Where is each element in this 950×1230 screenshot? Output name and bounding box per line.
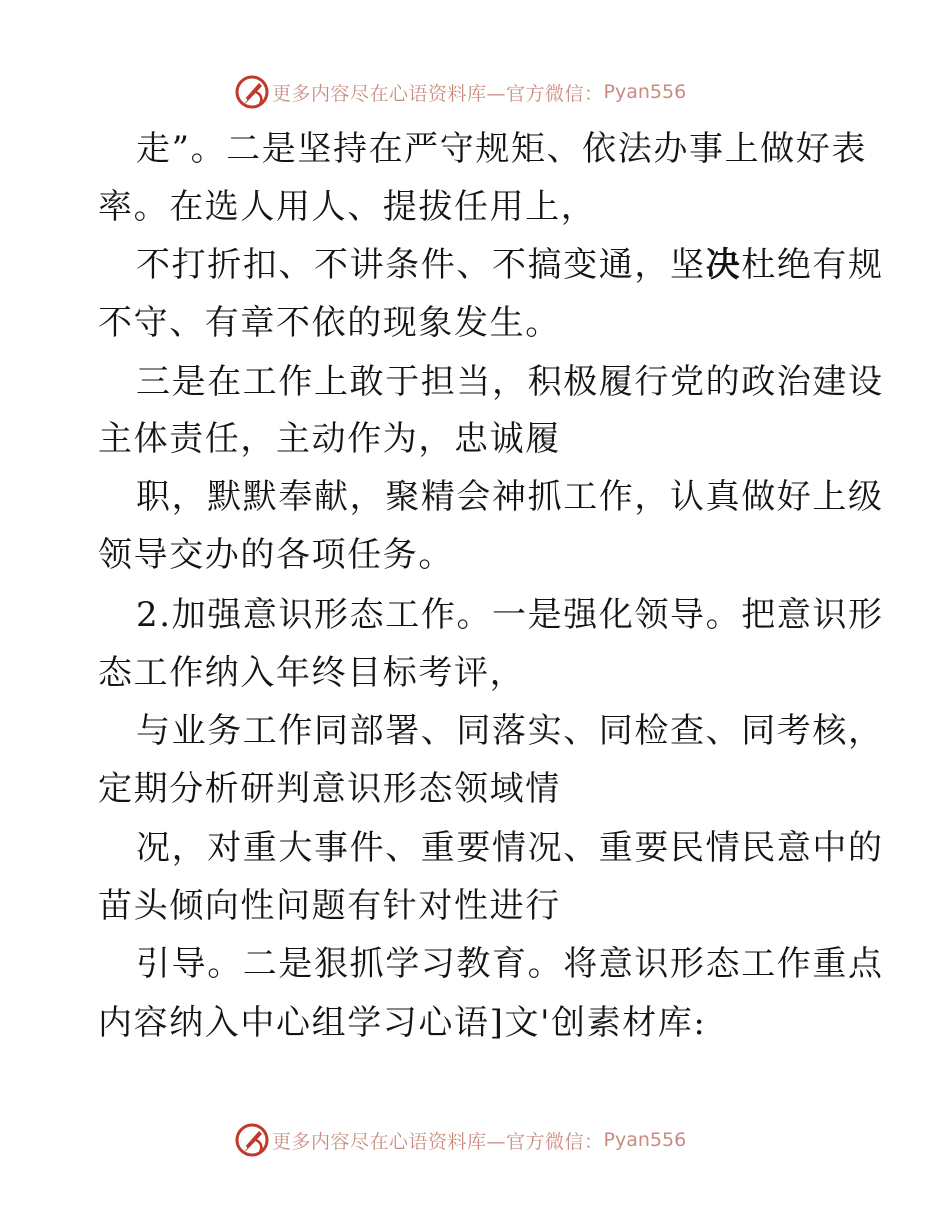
text-line: 走”。二是坚持在严守规矩、依法办事上做好表 bbox=[136, 129, 867, 169]
text-line: 内容纳入中心组学习心语]文'创素材库: bbox=[98, 1003, 707, 1043]
watermark-text: 更多内容尽在心语资料库—官方微信： bbox=[272, 1130, 604, 1153]
watermark-wechat-id: Pyan556 bbox=[603, 1129, 687, 1151]
text-line: 与业务工作同部署、同落实、同检查、同考核， bbox=[136, 711, 884, 751]
text-line: 定期分析研判意识形态领域情 bbox=[98, 769, 561, 809]
watermark-wechat-id: Pyan556 bbox=[603, 81, 687, 103]
quill-pen-circle-icon bbox=[234, 74, 270, 110]
text-line: 领导交办的各项任务。 bbox=[98, 535, 454, 575]
bold-character: 决 bbox=[705, 245, 742, 285]
footer-watermark bbox=[0, 1120, 950, 1160]
text-line: 主体责任，主动作为，忠诚履 bbox=[98, 419, 561, 459]
text-line bbox=[136, 234, 884, 296]
text-line: 态工作纳入年终目标考评， bbox=[98, 653, 526, 693]
text-line: 三是在工作上敢于担当，积极履行党的政治建设 bbox=[136, 362, 884, 402]
text-line: 职，默默奉献，聚精会神抓工作，认真做好上级 bbox=[136, 477, 884, 517]
text-line: 不守、有章不依的现象发生。 bbox=[98, 303, 561, 343]
text-line: 2.加强意识形态工作。一是强化领导。把意识形 bbox=[136, 595, 884, 635]
text-line: 率。在选人用人、提拔任用上， bbox=[98, 187, 597, 227]
text-line: 引导。二是狠抓学习教育。将意识形态工作重点 bbox=[136, 944, 884, 984]
text-segment: 不打折扣、不讲条件、不搞变通，坚 bbox=[136, 245, 706, 285]
text-segment: 杜绝有规 bbox=[741, 245, 884, 285]
header-watermark bbox=[0, 72, 950, 112]
quill-pen-circle-icon bbox=[234, 1122, 270, 1158]
text-line: 苗头倾向性问题有针对性进行 bbox=[98, 886, 561, 926]
watermark-text: 更多内容尽在心语资料库—官方微信： bbox=[272, 82, 604, 105]
text-line: 况，对重大事件、重要情况、重要民情民意中的 bbox=[136, 828, 884, 868]
